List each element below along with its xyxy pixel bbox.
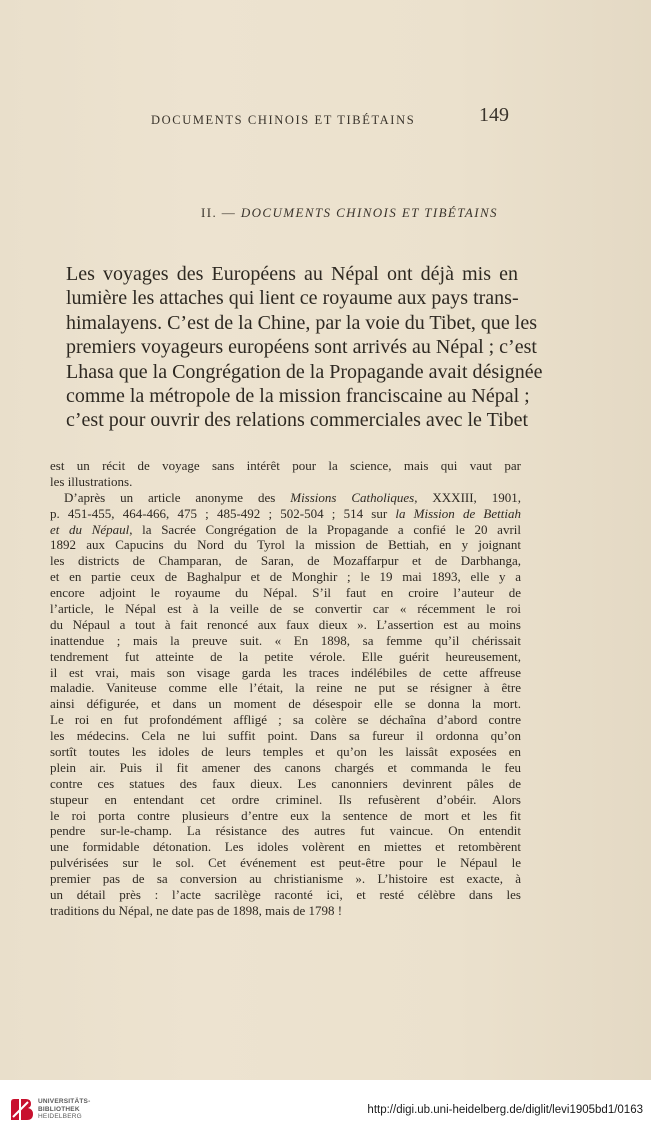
footnote-line: les illustrations.	[50, 473, 133, 489]
footnote-line: tendrement fut atteinte de la petite vérole. Elle guérit heureusement,	[50, 648, 521, 664]
permalink-url[interactable]: http://digi.ub.uni-heidelberg.de/diglit/levi1905bd1/0163	[367, 1104, 643, 1116]
footnote-text: , XXXIII, 1901,	[414, 489, 521, 505]
article-title: la Mission de Bettiah	[395, 505, 521, 521]
footnote-text: , la Sacrée Congrégation de la Propagande a confié le 20 avril	[129, 521, 521, 537]
footnote-line: Le roi en fut profondément affligé ; sa colère se déchaîna d’abord contre	[50, 712, 521, 728]
footnote-line: stupeur en entendant cet ordre criminel. Ils refusèrent d’obéir. Alors	[50, 791, 521, 807]
footnote-line: un détail près : l’acte sacrilège raconté ici, et resté célèbre dans les	[50, 887, 521, 903]
footnote-line	[50, 522, 521, 538]
library-name	[38, 1098, 90, 1121]
section-number: II. —	[201, 205, 237, 220]
footnote-line: et en partie ceux de Baghalpur et de Monghir ; le 19 mai 1893, elle y a	[50, 569, 521, 585]
footnote-line: encore adjoint le royaume du Népal. S’il faut en croire l’auteur de	[50, 585, 521, 601]
footnote	[50, 458, 521, 919]
footnote-text: p. 451-455, 464-466, 475 ; 485-492 ; 502-504 ; 514 sur	[50, 505, 396, 521]
footnote-line: l’article, le Népal est à la veille de se convertir car « récemment le roi	[50, 601, 521, 617]
main-text-line: Lhasa que la Congrégation de la Propagande avait désignée	[66, 360, 543, 383]
footnote-line: premier pas de sa conversion au christianisme ». L’histoire est exacte, à	[50, 871, 521, 887]
main-text-line: himalayens. C’est de la Chine, par la voie du Tibet, que les	[66, 311, 538, 334]
viewer-footer	[0, 1080, 651, 1136]
running-head	[60, 104, 560, 132]
footnote-line	[50, 490, 521, 506]
journal-title: Missions Catholiques	[290, 489, 415, 505]
footnote-line: 1892 aux Capucins du Nord du Tyrol la mission de Bettiah, en y joignant	[50, 537, 521, 553]
library-name-line: UNIVERSITÄTS-	[38, 1098, 91, 1105]
footnote-line: pendre sur-le-champ. La résistance des autres fut vaincue. On entendit	[50, 823, 521, 839]
main-text-line: premiers voyageurs européens sont arrivés au Népal ; c’est	[66, 336, 537, 359]
footnote-line: pulvérisées sur le sol. Cet événement est peut-être pour le Népaul le	[50, 855, 521, 871]
main-text	[66, 262, 543, 433]
article-title-cont: et du Népaul	[50, 521, 130, 537]
main-text-line: Les voyages des Européens au Népal ont déjà mis en	[66, 263, 518, 285]
section-heading	[0, 205, 651, 221]
running-title: DOCUMENTS CHINOIS ET TIBÉTAINS	[151, 113, 416, 127]
library-name-line: HEIDELBERG	[38, 1113, 82, 1120]
footnote-line: sortît toutes les idoles de leurs temples et qu’on les laissât exposées en	[50, 744, 521, 760]
footnote-line: il est vrai, mais son visage garda les traces indélébiles de cette affreuse	[50, 664, 521, 680]
footnote-line: une formidable détonation. Les idoles volèrent en miettes et retombèrent	[50, 839, 521, 855]
library-name-line: BIBLIOTHEK	[38, 1105, 80, 1113]
university-library-logo-icon	[8, 1096, 36, 1124]
main-text-line: lumière les attaches qui lient ce royaume aux pays trans-	[66, 287, 519, 310]
main-text-line: c’est pour ouvrir des relations commerciales avec le Tibet	[66, 409, 529, 432]
footnote-line: plein air. Puis il fit amener des canons chargés et commanda le feu	[50, 759, 521, 775]
section-title: DOCUMENTS CHINOIS ET TIBÉTAINS	[240, 205, 498, 220]
footnote-line: les districts de Champaran, de Saran, de Mozaffarpur et de Darbhanga,	[50, 553, 521, 569]
footnote-line: le roi porta contre plusieurs d’entre eux la sentence de mort et les fit	[50, 807, 521, 823]
footnote-line: les médecins. Cela ne lui suffit point. Dans sa fureur il ordonna qu’on	[50, 728, 521, 744]
footnote-line: ainsi défigurée, et dans un moment de désespoir elle se donna la mort.	[50, 696, 521, 712]
footnote-line: maladie. Vaniteuse comme elle l’était, la reine ne put se résigner à être	[50, 680, 521, 696]
footnote-line: du Népaul a tout à fait renoncé aux faux dieux ». L’assertion est au moins	[50, 616, 521, 632]
footnote-line: contre ces statues des faux dieux. Les canonniers devinrent pâles de	[50, 775, 521, 791]
footnote-text: D’après un article anonyme des	[64, 489, 291, 505]
footnote-line: inattendue ; mais la preuve suit. « En 1898, sa femme qu’il chérissait	[50, 632, 521, 648]
page-number: 149	[479, 104, 509, 126]
footnote-line	[50, 506, 521, 522]
footnote-line: est un récit de voyage sans intérêt pour la science, mais qui vaut par	[50, 458, 521, 473]
footnote-line: traditions du Népal, ne date pas de 1898, mais de 1798 !	[50, 902, 343, 918]
main-text-line: comme la métropole de la mission franciscaine au Népal ;	[66, 384, 530, 407]
